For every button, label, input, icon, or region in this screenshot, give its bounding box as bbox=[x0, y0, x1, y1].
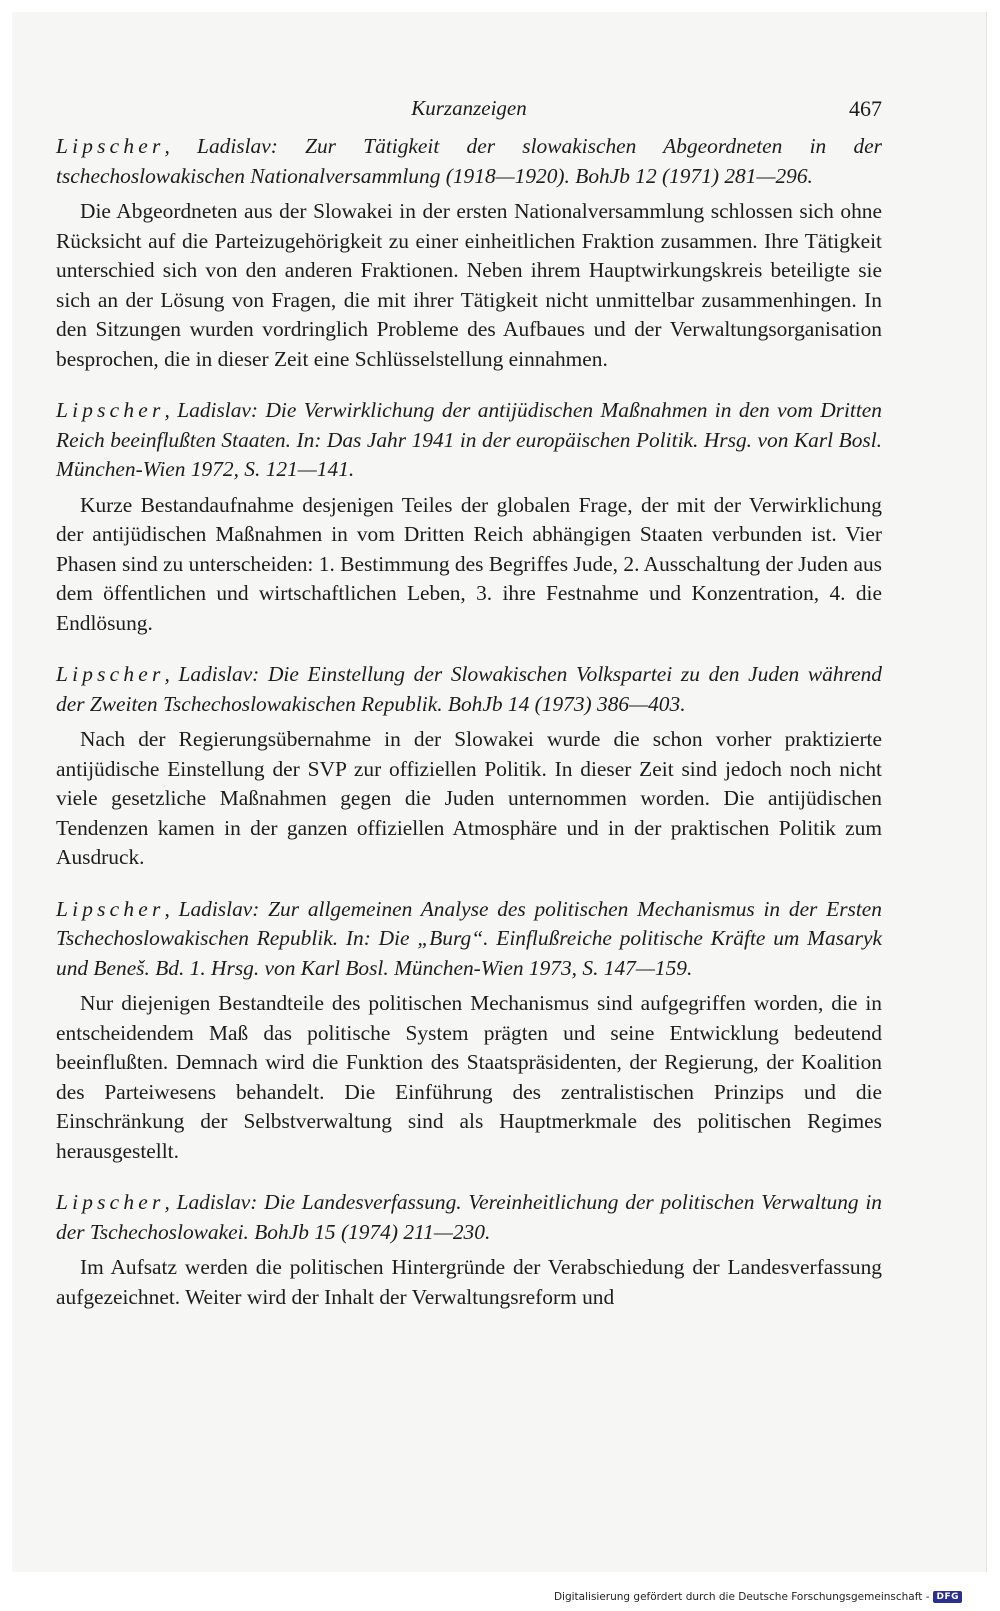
bibliography-entry-4 bbox=[56, 895, 882, 1167]
abstract: Nur diejenigen Bestandteile des politischen Mechanismus sind aufgegriffen worden, die in entscheidendem Maß das politische System prägten und seine Entwicklung bedeutend beeinflußten. Demnach wird die Funktion des Staatspräsidenten, der Regierung, der Koalition des Parteiwesens behandelt. Die Einführung des zentralistischen Prinzips und die Einschränkung der Selbstverwaltung sind als Hauptmerkmale des politischen Regimes herausgestellt. bbox=[56, 991, 882, 1163]
citation-author: Lipscher bbox=[56, 1190, 165, 1214]
citation-text: , Ladislav: Zur Tätigkeit der slowakischen Abgeordneten in der tschechoslowakischen Nationalversammlung (1918—1920). BohJb 12 (1971) 281—296. bbox=[56, 134, 882, 188]
citation-text: , Ladislav: Die Einstellung der Slowakischen Volkspartei zu den Juden während der Zweiten Tschechoslowakischen Republik. BohJb 14 (1973) 386—403. bbox=[56, 662, 882, 716]
citation bbox=[56, 132, 882, 191]
document-page bbox=[56, 92, 882, 1334]
citation-text: , Ladislav: Die Landesverfassung. Vereinheitlichung der politischen Verwaltung in der Tschechoslowakei. BohJb 15 (1974) 211—230. bbox=[56, 1190, 882, 1244]
credit-text: Digitalisierung gefördert durch die Deutsche Forschungsgemeinschaft - bbox=[553, 1591, 930, 1603]
bibliography-entry-1 bbox=[56, 132, 882, 374]
abstract: Kurze Bestandaufnahme desjenigen Teiles der globalen Frage, der mit der Verwirklichung der antijüdischen Maßnahmen in vom Dritten Reich abhängigen Staaten verbunden ist. Vier Phasen sind zu unterscheiden: 1. Bestimmung des Begriffes Jude, 2. Ausschaltung der Juden aus dem öffentlichen und wirtschaftlichen Leben, 3. ihre Festnahme und Konzentration, 4. die Endlösung. bbox=[56, 492, 882, 635]
citation-author: Lipscher bbox=[56, 896, 165, 921]
digitization-credit bbox=[554, 1591, 962, 1603]
bibliography-entry-5 bbox=[56, 1188, 882, 1312]
citation-author: Lipscher bbox=[56, 398, 165, 422]
running-head bbox=[56, 92, 882, 122]
bibliography-entry-2 bbox=[56, 396, 882, 638]
citation-text: , Ladislav: Zur allgemeinen Analyse des politischen Mechanismus in der Ersten Tschechoslowakischen Republik. In: Die „Burg“. Einflußreiche politische Kräfte um Masaryk und Beneš. Bd. 1. Hrsg. von Karl Bosl. München-Wien 1973, S. 147—159. bbox=[56, 896, 882, 980]
citation-author: Lipscher bbox=[56, 662, 165, 686]
abstract: Nach der Regierungsübernahme in der Slowakei wurde die schon vorher praktizierte antijüdische Einstellung der SVP zur offiziellen Politik. In dieser Zeit sind jedoch noch nicht viele gesetzliche Maßnahmen gegen die Juden unternommen worden. Die antijüdischen Tendenzen kamen in der ganzen offiziellen Atmosphäre und in der praktischen Politik zum Ausdruck. bbox=[56, 727, 882, 869]
bibliography-entry-3 bbox=[56, 660, 882, 873]
abstract: Die Abgeordneten aus der Slowakei in der ersten Nationalversammlung schlossen sich ohne Rücksicht auf die Parteizugehörigkeit zu einer einheitlichen Fraktion zusammen. Ihre Tätigkeit unterschied sich von den anderen Fraktionen. Neben ihrem Hauptwirkungskreis beteiligte sie sich an der Lösung von Fragen, die mit ihrer Tätigkeit nicht unmittelbar zusammenhingen. In den Sitzungen wurden vordringlich Probleme des Aufbaues und der Verwaltungsorganisation besprochen, die in dieser Zeit eine Schlüsselstellung einnahmen. bbox=[56, 199, 882, 371]
running-title: Kurzanzeigen bbox=[411, 96, 527, 120]
page-number: 467 bbox=[849, 96, 882, 121]
citation bbox=[56, 895, 882, 984]
citation-text: , Ladislav: Die Verwirklichung der antijüdischen Maßnahmen in den vom Dritten Reich beeinflußten Staaten. In: Das Jahr 1941 in der europäischen Politik. Hrsg. von Karl Bosl. München-Wien 1972, S. 121—141. bbox=[56, 398, 882, 481]
abstract: Im Aufsatz werden die politischen Hintergründe der Verabschiedung der Landesverfassung aufgezeichnet. Weiter wird der Inhalt der Verwaltungsreform und bbox=[56, 1255, 882, 1309]
citation bbox=[56, 660, 882, 719]
citation-author: Lipscher bbox=[56, 134, 165, 158]
dfg-logo: DFG bbox=[933, 1591, 962, 1603]
citation bbox=[56, 1188, 882, 1247]
citation bbox=[56, 396, 882, 485]
